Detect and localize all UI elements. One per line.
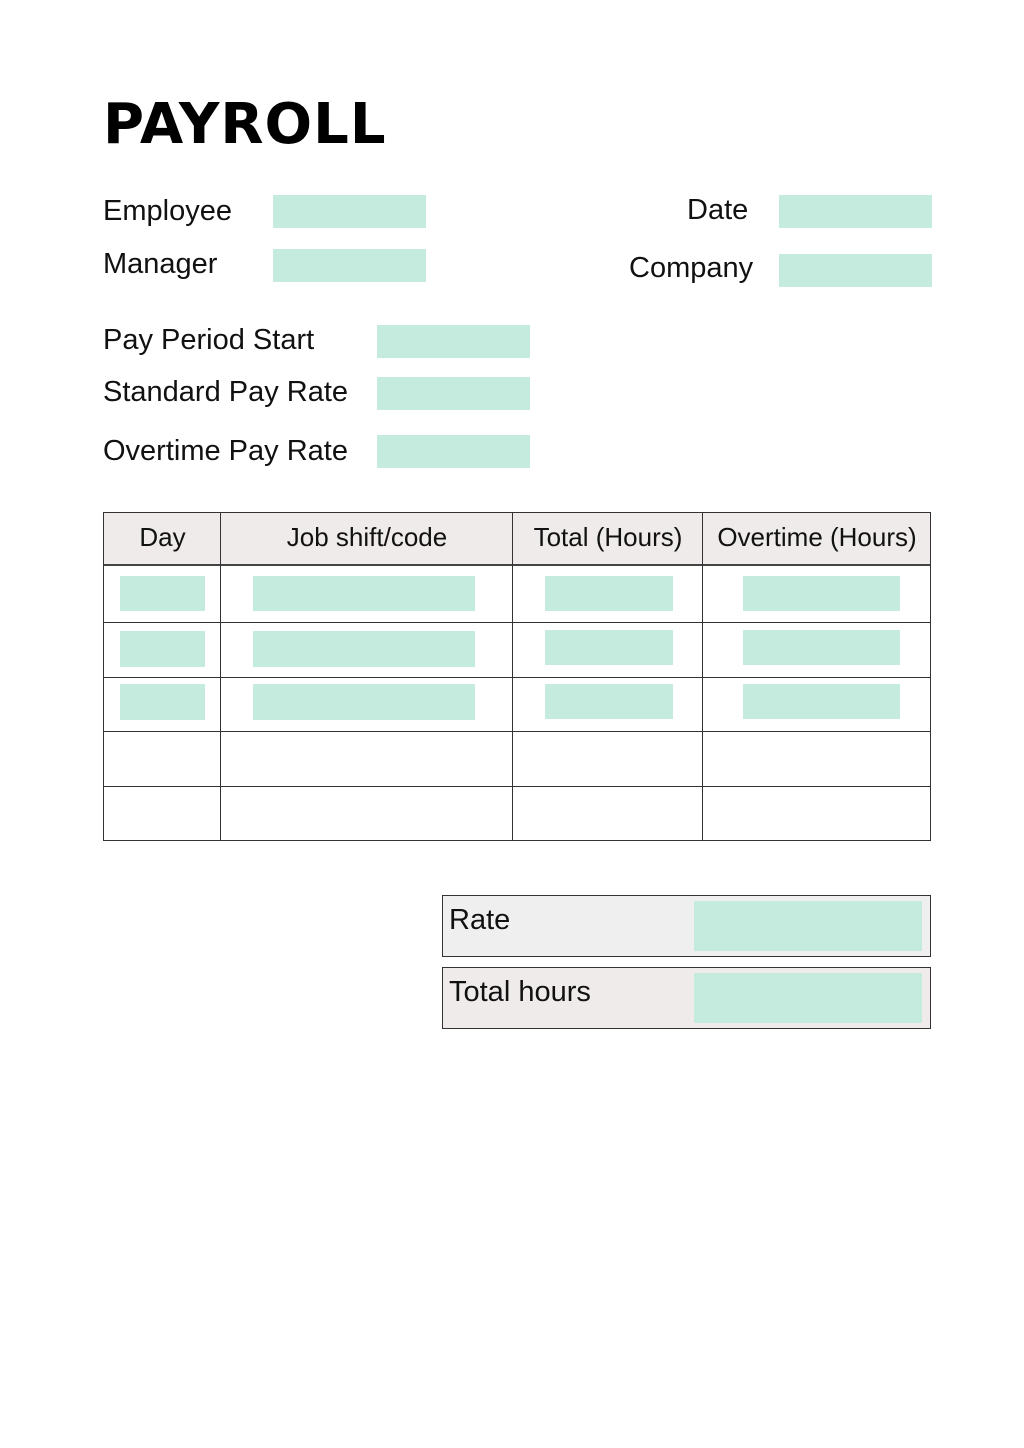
day-field-row-3[interactable]	[120, 684, 205, 720]
total-hours-field-row-3[interactable]	[545, 684, 673, 719]
day-field-row-1[interactable]	[120, 576, 205, 611]
overtime-pay-rate-label: Overtime Pay Rate	[103, 435, 348, 467]
company-field[interactable]	[779, 254, 932, 287]
rate-box	[442, 895, 931, 957]
total-hours-label: Total hours	[449, 976, 591, 1008]
divider	[104, 622, 930, 623]
job-field-row-3[interactable]	[253, 684, 475, 720]
employee-field[interactable]	[273, 195, 426, 228]
employee-label: Employee	[103, 195, 232, 227]
table-header	[104, 513, 930, 566]
pay-period-start-field[interactable]	[377, 325, 530, 358]
column-header-job: Job shift/code	[286, 522, 448, 552]
date-label: Date	[687, 194, 749, 226]
standard-pay-rate-field[interactable]	[377, 377, 530, 410]
total-hours-box	[442, 967, 931, 1029]
column-header-overtime: Overtime (Hours)	[717, 522, 917, 552]
company-label: Company	[629, 252, 754, 284]
overtime-hours-field-row-2[interactable]	[743, 630, 900, 665]
day-field-row-2[interactable]	[120, 631, 205, 667]
column-header-day: Day	[139, 522, 186, 552]
manager-field[interactable]	[273, 249, 426, 282]
overtime-pay-rate-field[interactable]	[377, 435, 530, 468]
total-hours-field-row-1[interactable]	[545, 576, 673, 611]
divider	[104, 731, 930, 732]
column-header-total: Total (Hours)	[533, 522, 683, 552]
rate-label: Rate	[449, 904, 511, 936]
pay-period-start-label: Pay Period Start	[103, 324, 315, 356]
job-field-row-2[interactable]	[253, 631, 475, 667]
divider	[104, 677, 930, 678]
manager-label: Manager	[103, 248, 218, 280]
divider	[104, 786, 930, 787]
date-field[interactable]	[779, 195, 932, 228]
total-hours-field[interactable]	[694, 973, 922, 1023]
hours-table	[103, 512, 931, 841]
page-title: PAYROLL	[103, 92, 387, 157]
overtime-hours-field-row-3[interactable]	[743, 684, 900, 719]
rate-field[interactable]	[694, 901, 922, 951]
job-field-row-1[interactable]	[253, 576, 475, 611]
total-hours-field-row-2[interactable]	[545, 630, 673, 665]
standard-pay-rate-label: Standard Pay Rate	[103, 376, 349, 408]
overtime-hours-field-row-1[interactable]	[743, 576, 900, 611]
